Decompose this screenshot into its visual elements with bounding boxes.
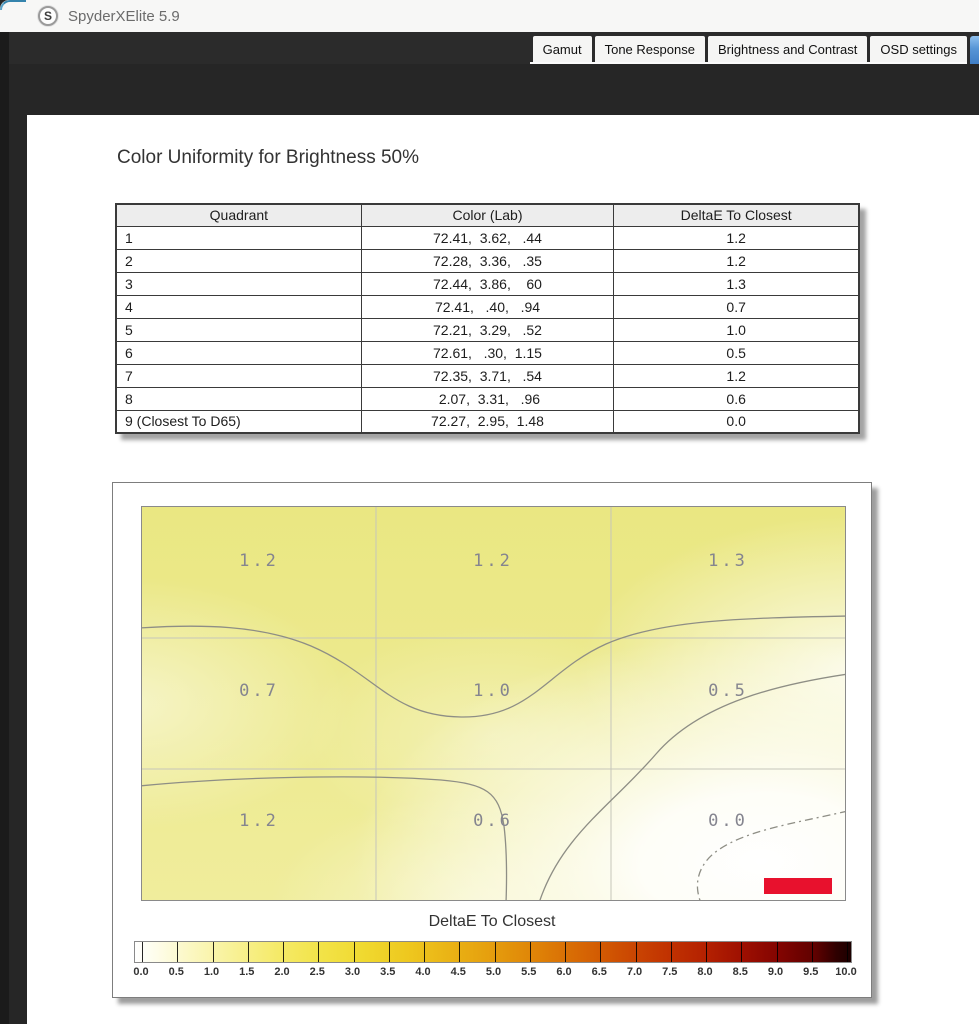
colorbar-tick — [706, 942, 707, 962]
colorbar-tick — [636, 942, 637, 962]
colorbar-tick-label: 0.0 — [133, 966, 149, 978]
colorbar-tick — [248, 942, 249, 962]
table-cell: 6 — [116, 341, 361, 364]
active-tab-partial[interactable] — [970, 36, 979, 64]
table-row — [116, 226, 859, 249]
colorbar-tick — [318, 942, 319, 962]
colorbar-tick — [177, 942, 178, 962]
table-row — [116, 272, 859, 295]
toolbar-band — [9, 64, 979, 115]
contour-label: 0.5 — [708, 681, 748, 701]
table-cell: 0.7 — [614, 295, 859, 318]
contour-label: 1.3 — [708, 551, 748, 571]
contour-label: 1.0 — [473, 681, 513, 701]
colorbar-tick — [777, 942, 778, 962]
colorbar-tick — [565, 942, 566, 962]
colorbar-tick — [530, 942, 531, 962]
report-title: Color Uniformity for Brightness 50% — [117, 147, 419, 168]
table-cell: 72.28, 3.36, .35 — [361, 249, 614, 272]
contour-label: 1.2 — [239, 551, 279, 571]
colorbar-tick — [213, 942, 214, 962]
tab-bar — [530, 36, 979, 64]
colorbar-tick-label: 1.0 — [203, 966, 220, 978]
table-cell: 0.5 — [614, 341, 859, 364]
contour-label: 0.6 — [473, 811, 513, 831]
table-cell: 0.0 — [614, 410, 859, 433]
table-cell: 72.35, 3.71, .54 — [361, 364, 614, 387]
colorbar-tick-label: 3.5 — [380, 966, 396, 978]
colorbar-tick — [671, 942, 672, 962]
table-cell: 72.41, 3.62, .44 — [361, 226, 614, 249]
table-cell: 1.0 — [614, 318, 859, 341]
table-cell: 72.41, .40, .94 — [361, 295, 614, 318]
colorbar-tick — [389, 942, 390, 962]
colorbar-tick-label: 7.5 — [662, 966, 678, 978]
table-row — [116, 341, 859, 364]
colorbar-tick-label: 9.0 — [767, 966, 784, 978]
table-cell: 4 — [116, 295, 361, 318]
colorbar-tick-label: 4.0 — [415, 966, 431, 978]
colorbar-tick-label: 2.5 — [309, 966, 325, 978]
colorbar-tick — [741, 942, 742, 962]
colorbar-tick-label: 7.0 — [626, 966, 643, 978]
datacolor-logo-mark — [764, 878, 832, 894]
table-cell: 3 — [116, 272, 361, 295]
contour-label: 0.7 — [239, 681, 279, 701]
table-row — [116, 249, 859, 272]
colorbar-tick-label: 5.5 — [521, 966, 537, 978]
colorbar-title: DeltaE To Closest — [428, 913, 556, 930]
colorbar-tick-label: 6.5 — [591, 966, 607, 978]
colorbar-tick-label: 2.0 — [274, 966, 290, 978]
report-page — [27, 115, 979, 1024]
table-cell: 2.07, 3.31, .96 — [361, 387, 614, 410]
contour-label: 1.2 — [239, 811, 279, 831]
colorbar-tick-label: 0.5 — [168, 966, 184, 978]
table-cell: 72.21, 3.29, .52 — [361, 318, 614, 341]
table-cell: 1.2 — [614, 249, 859, 272]
colorbar-tick — [812, 942, 813, 962]
colorbar-tick — [142, 942, 143, 962]
colorbar-tick-label: 9.5 — [803, 966, 819, 978]
table-header-cell: Quadrant — [116, 204, 361, 226]
table-row — [116, 364, 859, 387]
tab-brightness-and-contrast[interactable]: Brightness and Contrast — [708, 36, 867, 62]
table-header-cell: DeltaE To Closest — [614, 204, 859, 226]
table-cell: 5 — [116, 318, 361, 341]
table-cell: 1.2 — [614, 226, 859, 249]
colorbar-tick-label: 10.0 — [835, 966, 857, 978]
colorbar-tick-label: 8.5 — [732, 966, 748, 978]
colorbar — [134, 941, 852, 963]
tab-gamut[interactable]: Gamut — [533, 36, 592, 62]
table-cell: 72.27, 2.95, 1.48 — [361, 410, 614, 433]
table-row — [116, 410, 859, 433]
table-cell: 0.6 — [614, 387, 859, 410]
colorbar-tick-label: 3.0 — [344, 966, 361, 978]
table-cell: 72.44, 3.86, 60 — [361, 272, 614, 295]
contour-label: 1.2 — [473, 551, 513, 571]
table-header-cell: Color (Lab) — [361, 204, 614, 226]
table-cell: 72.61, .30, 1.15 — [361, 341, 614, 364]
table-cell: 7 — [116, 364, 361, 387]
table-cell: 9 (Closest To D65) — [116, 410, 361, 433]
table-row — [116, 387, 859, 410]
colorbar-tick-label: 1.5 — [239, 966, 255, 978]
colorbar-tick — [283, 942, 284, 962]
colorbar-tick — [495, 942, 496, 962]
uniformity-table — [115, 203, 860, 434]
app-title: SpyderXElite 5.9 — [68, 7, 180, 25]
left-rail — [0, 32, 9, 1024]
contour-plot — [141, 506, 846, 901]
colorbar-tick — [354, 942, 355, 962]
colorbar-tick-label: 6.0 — [556, 966, 572, 978]
table-row — [116, 318, 859, 341]
title-bar — [0, 0, 979, 32]
contour-label: 0.0 — [708, 811, 748, 831]
table-cell: 1.2 — [614, 364, 859, 387]
table-cell: 1.3 — [614, 272, 859, 295]
colorbar-tick-label: 8.0 — [697, 966, 713, 978]
table-cell: 2 — [116, 249, 361, 272]
colorbar-tick — [459, 942, 460, 962]
contour-figure — [112, 482, 872, 998]
spyder-logo-icon: S — [38, 6, 58, 26]
colorbar-tick — [600, 942, 601, 962]
colorbar-tick — [847, 942, 848, 962]
colorbar-tick-label: 5.0 — [485, 966, 502, 978]
table-cell: 8 — [116, 387, 361, 410]
table-cell: 1 — [116, 226, 361, 249]
colorbar-tick-label: 4.5 — [450, 966, 466, 978]
window-corner-accent — [0, 0, 26, 10]
table-row — [116, 295, 859, 318]
tab-tone-response[interactable]: Tone Response — [595, 36, 705, 62]
tab-osd-settings[interactable]: OSD settings — [870, 36, 967, 62]
contour-heatmap-svg — [141, 506, 846, 901]
colorbar-tick — [424, 942, 425, 962]
